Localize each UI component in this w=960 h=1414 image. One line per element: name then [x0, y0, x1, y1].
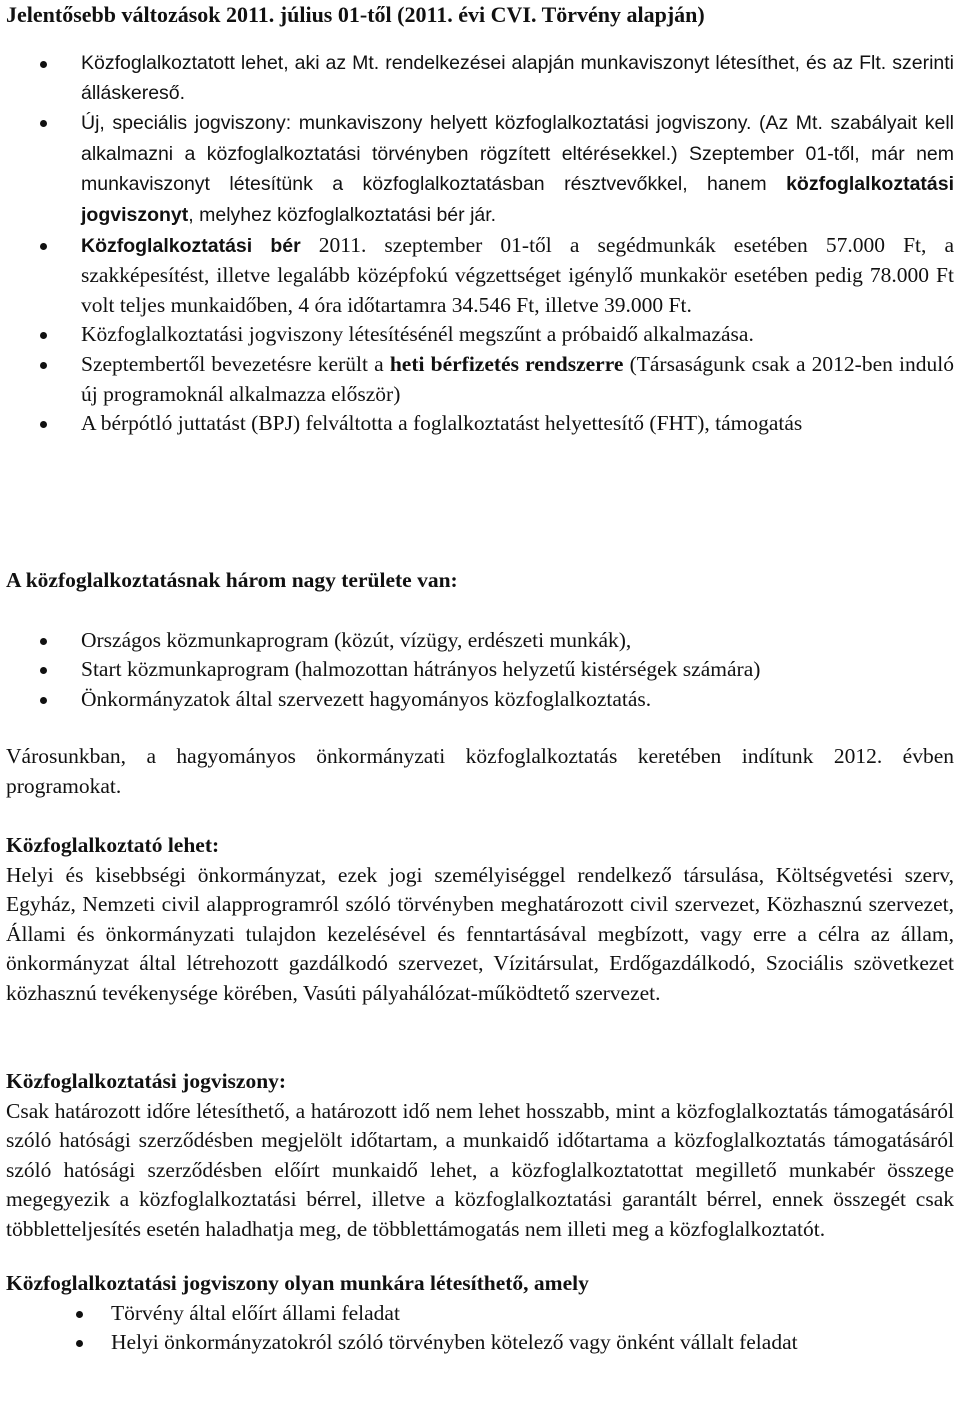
relationship-section — [6, 1067, 954, 1245]
list-item: Közfoglalkoztatási jogviszony létesítésénél megszűnt a próbaidő alkalmazása. — [6, 320, 954, 350]
list-item: Új, speciális jogviszony: munkaviszony helyett közfoglalkoztatási jogviszony. (Az Mt. szabályait kell alkalmazni a közfoglalkoztatási törvényben rögzített eltérésekkel.) Szeptember 01-től, már nem munkaviszonyt létesítünk a közfoglalkoztatásban résztvevőkkel, hanem közfoglalkoztatási jogviszonyt, melyhez közfoglalkoztatási bér jár. — [6, 108, 954, 230]
list-item: Start közmunkaprogram (halmozottan hátrányos helyzetű kistérségek számára) — [6, 655, 954, 685]
document-title: Jelentősebb változások 2011. július 01-től (2011. évi CVI. Törvény alapján) — [6, 2, 705, 27]
areas-section — [6, 566, 954, 714]
areas-heading: A közfoglalkoztatásnak három nagy területe van: — [6, 568, 458, 592]
list-item: Helyi önkormányzatokról szóló törvényben kötelező vagy önként vállalt feladat — [6, 1328, 954, 1358]
relationship-text: Csak határozott időre létesíthető, a határozott idő nem lehet hosszabb, mint a közfoglalkoztatás támogatásáról szóló hatósági szerződésben megjelölt időtartam, a munkaidő időtartama a közfoglalkoztatás támogatásáról szóló hatósági szerződésben előírt munkaidő lehet, a közfoglalkoztatottat megillető munkabér összege megegyezik a közfoglalkoztatási bérrel, illetve a közfoglalkoztatási garantált bérrel, ennek összegét csak többletteljesítés esetén haladhatja meg, de többlettámogatás nem illeti meg a közfoglalkoztatót. — [6, 1098, 954, 1241]
employer-section — [6, 831, 954, 1009]
areas-list — [6, 626, 954, 715]
work-heading: Közfoglalkoztatási jogviszony olyan munkára létesíthető, amely — [6, 1271, 589, 1295]
employer-text: Helyi és kisebbségi önkormányzat, ezek jogi személyiséggel rendelkező társulása, Költségvetési szerv, Egyház, Nemzeti civil alapprogramról szóló törvényben meghatározott civil szervezet, Közhasznú szervezet, Állami és önkormányzati tulajdon kezelésével és fenntartásával megbízott, vagy erre a célra az állam, önkormányzat által létrehozott gazdálkodó szervezet, Vízitársulat, Erdőgazdálkodó, Szociális szövetkezet közhasznú tevékenysége körében, Vasúti pályahálózat-működtető szervezet. — [6, 862, 954, 1005]
relationship-heading: Közfoglalkoztatási jogviszony: — [6, 1069, 287, 1093]
changes-list — [6, 49, 954, 439]
employer-heading: Közfoglalkoztató lehet: — [6, 833, 220, 857]
list-item: Törvény által előírt állami feladat — [6, 1299, 954, 1329]
changes-section — [6, 49, 954, 439]
list-item: Közfoglalkoztatási bér 2011. szeptember 01-től a segédmunkák esetében 57.000 Ft, a szakképesítést, illetve legalább középfokú végzettséget igénylő munkakör esetében pedig 78.000 Ft volt teljes munkaidőben, 4 óra időtartamra 34.546 Ft, illetve 39.000 Ft. — [6, 231, 954, 321]
list-item: Szeptembertől bevezetésre került a heti bérfizetés rendszerre (Társaságunk csak a 2012-ben induló új programoknál alkalmazza először) — [6, 350, 954, 409]
list-item: Országos közmunkaprogram (közút, vízügy, erdészeti munkák), — [6, 626, 954, 656]
list-item: Önkormányzatok által szervezett hagyományos közfoglalkoztatás. — [6, 685, 954, 715]
city-paragraph: Városunkban, a hagyományos önkormányzati közfoglalkoztatás keretében indítunk 2012. évben programokat. — [6, 744, 954, 798]
work-section — [6, 1269, 954, 1358]
city-section — [6, 742, 954, 801]
list-item: Közfoglalkoztatott lehet, aki az Mt. rendelkezései alapján munkaviszonyt létesíthet, és az Flt. szerinti álláskereső. — [6, 49, 954, 108]
work-list — [6, 1299, 954, 1358]
list-item: A bérpótló juttatást (BPJ) felváltotta a foglalkoztatást helyettesítő (FHT), támogatás — [6, 409, 954, 439]
